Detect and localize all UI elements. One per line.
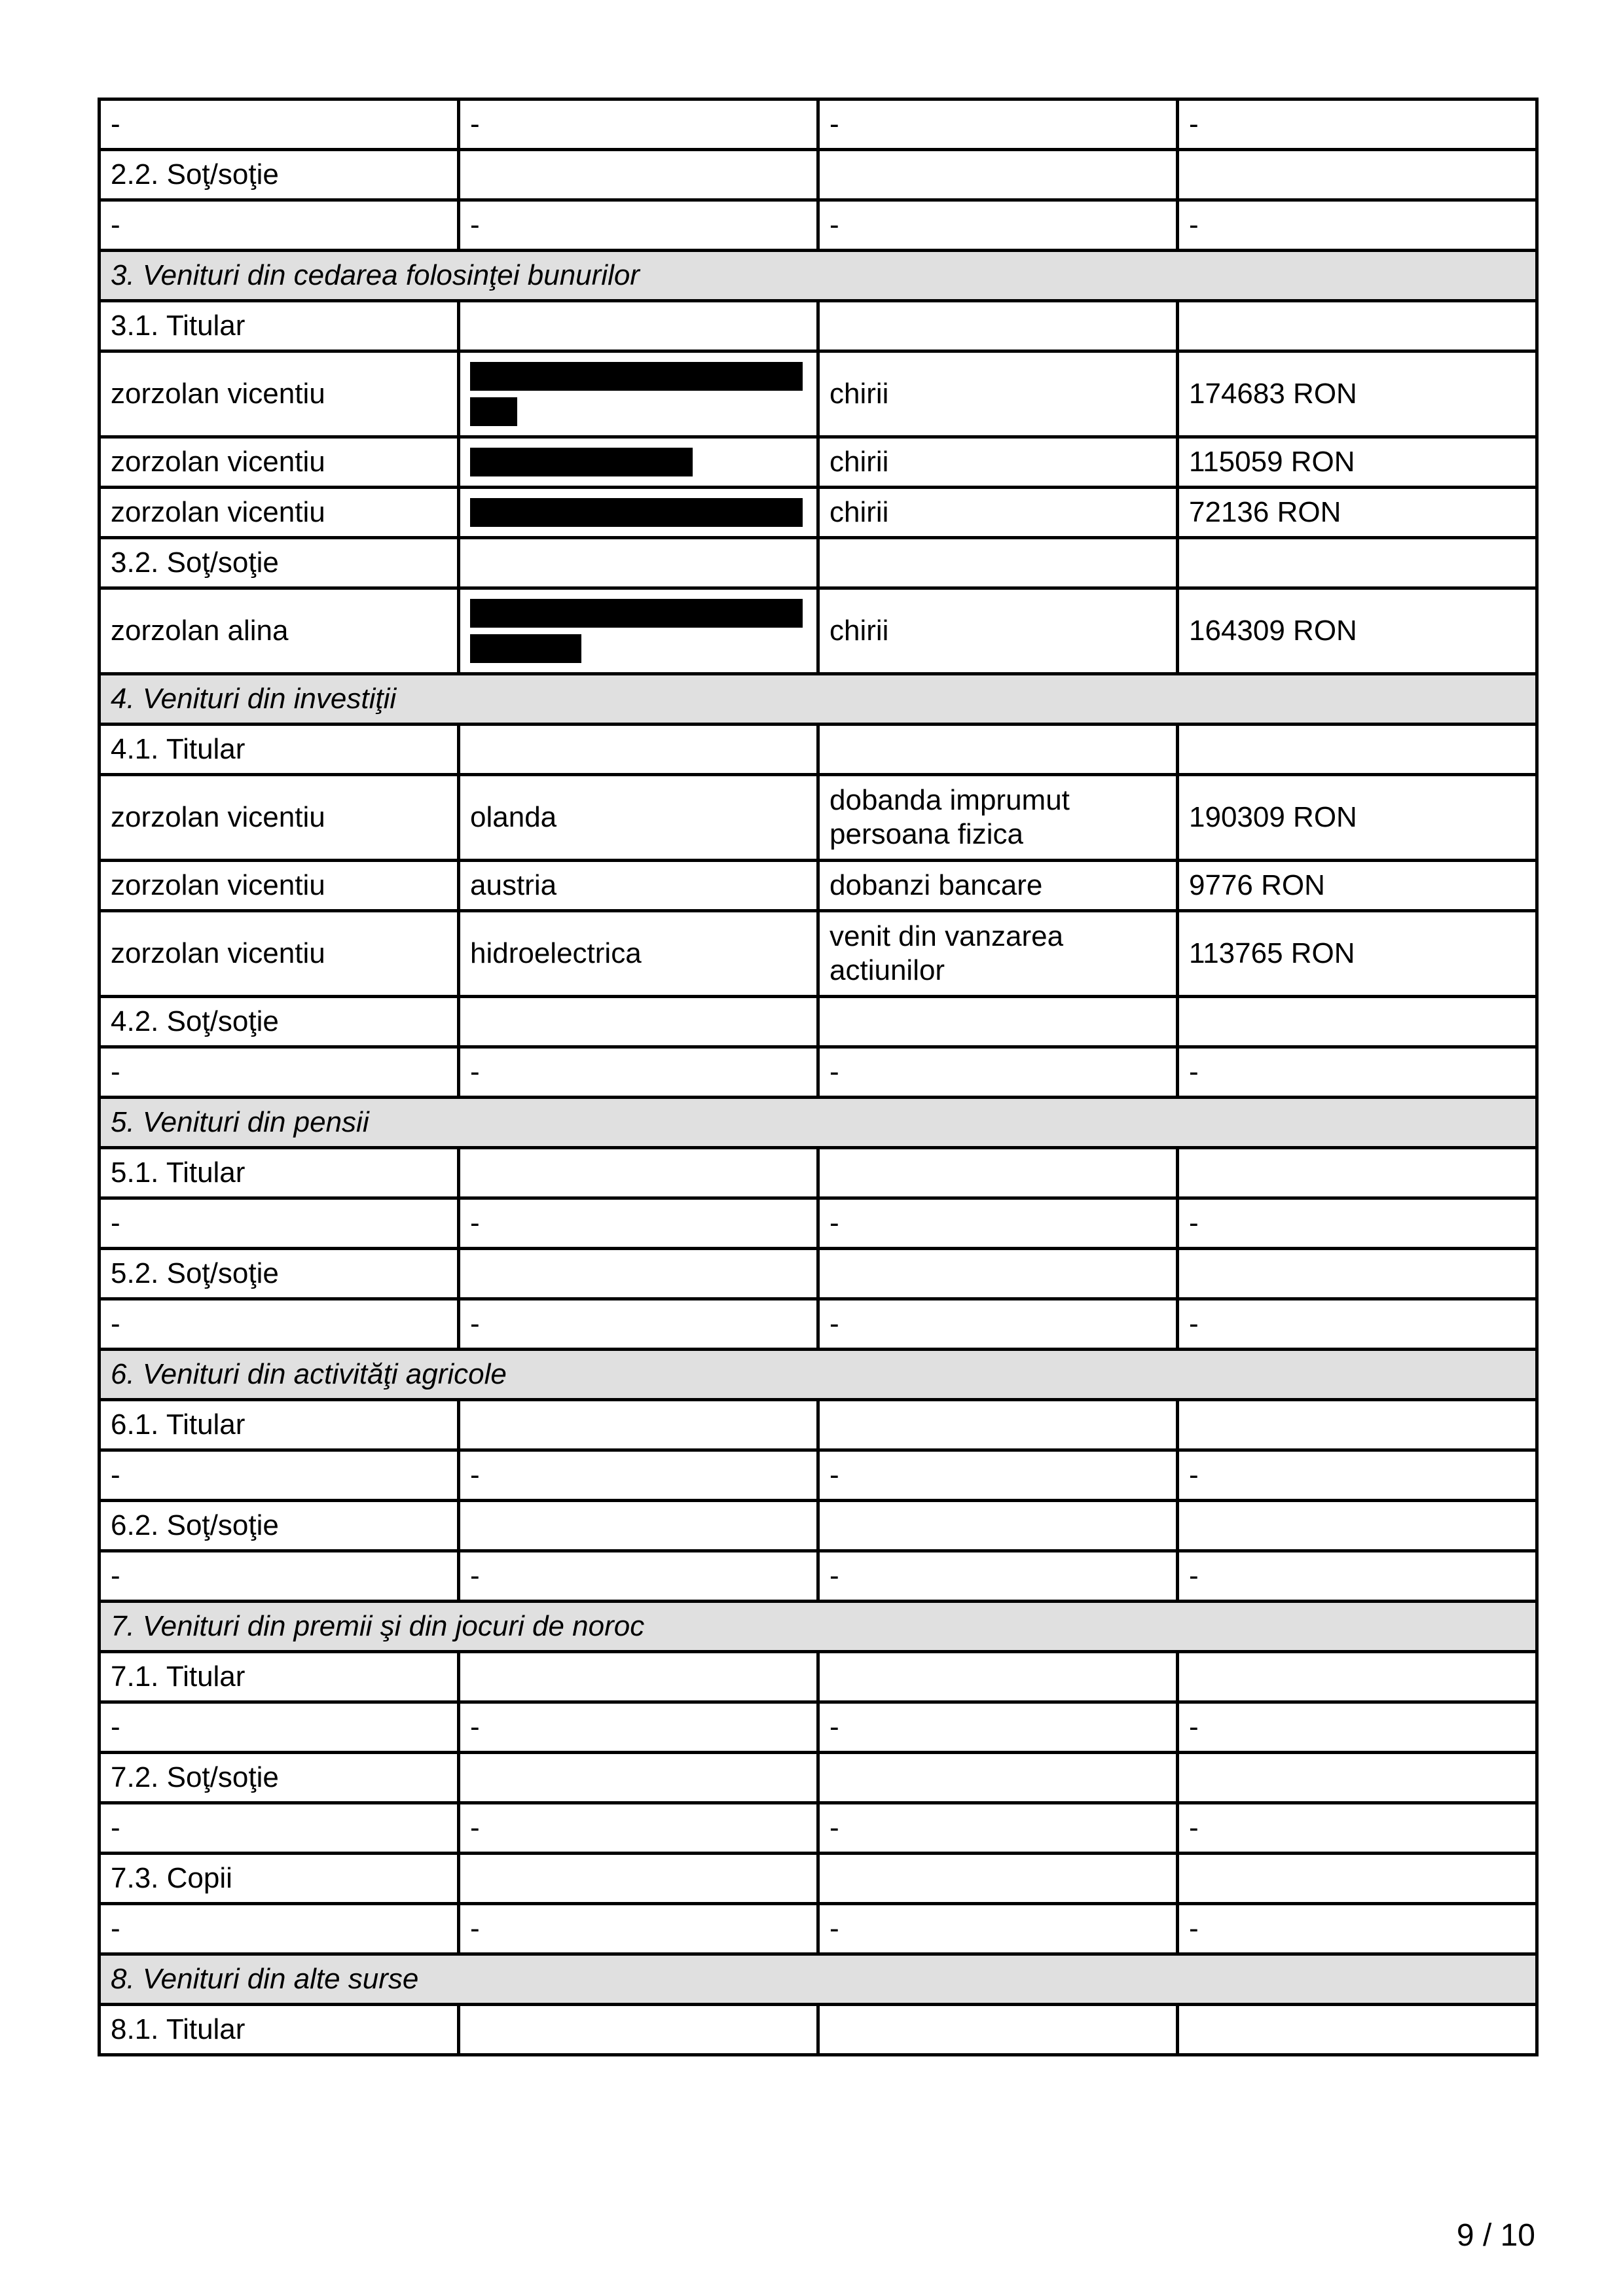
table-row [100,1652,1537,1702]
table-row [100,1148,1537,1198]
subsection-label: 6.2. Soţ/soţie [100,1501,459,1551]
table-cell: - [818,1551,1178,1602]
table-row [100,1803,1537,1854]
subsection-label: 3.1. Titular [100,301,459,351]
subsection-label: 5.1. Titular [100,1148,459,1198]
table-cell [459,1854,818,1904]
table-cell [1178,1148,1537,1198]
table-cell: - [818,99,1178,150]
table-cell: - [459,1551,818,1602]
amount-cell: 190309 RON [1178,775,1537,861]
table-cell [459,1753,818,1803]
redaction-bar [470,362,803,391]
table-row [100,351,1537,437]
table-row [100,99,1537,150]
table-cell [459,1501,818,1551]
table-row [100,1753,1537,1803]
table-row [100,488,1537,538]
beneficiary-cell: zorzolan vicentiu [100,488,459,538]
table-row [100,1501,1537,1551]
section-title: 8. Venituri din alte surse [100,1954,1537,2005]
table-cell: - [1178,99,1537,150]
redacted-source-cell [459,437,818,488]
source-cell: hidroelectrica [459,911,818,997]
table-cell [818,1501,1178,1551]
table-cell [818,1753,1178,1803]
table-row [100,1400,1537,1450]
subsection-label: 7.2. Soţ/soţie [100,1753,459,1803]
subsection-label: 4.1. Titular [100,725,459,775]
amount-cell: 115059 RON [1178,437,1537,488]
table-cell: - [818,1299,1178,1350]
table-cell: - [459,200,818,251]
service-cell: chirii [818,588,1178,674]
table-cell: - [459,99,818,150]
source-cell: austria [459,861,818,911]
beneficiary-cell: zorzolan vicentiu [100,775,459,861]
table-cell: - [459,1702,818,1753]
table-cell: - [459,1450,818,1501]
table-row [100,861,1537,911]
table-cell [459,301,818,351]
table-cell: - [1178,1198,1537,1249]
table-row [100,1551,1537,1602]
table-cell [459,150,818,200]
redaction-bar [470,397,517,426]
subsection-label: 2.2. Soţ/soţie [100,150,459,200]
table-cell: - [100,200,459,251]
table-row [100,911,1537,997]
amount-cell: 174683 RON [1178,351,1537,437]
table-row [100,538,1537,588]
redacted-source-cell [459,351,818,437]
table-cell [459,538,818,588]
redaction-bar [470,498,803,527]
service-cell: chirii [818,351,1178,437]
table-cell: - [1178,1904,1537,1954]
table-cell [818,301,1178,351]
section-title: 5. Venituri din pensii [100,1098,1537,1148]
table-cell [818,2005,1178,2055]
table-cell [818,1652,1178,1702]
table-cell [1178,301,1537,351]
beneficiary-cell: zorzolan vicentiu [100,911,459,997]
table-cell: - [1178,1702,1537,1753]
table-cell [459,725,818,775]
amount-cell: 113765 RON [1178,911,1537,997]
redacted-source-cell [459,488,818,538]
table-cell: - [100,99,459,150]
subsection-label: 3.2. Soţ/soţie [100,538,459,588]
redaction-bar [470,448,693,476]
table-row [100,1249,1537,1299]
table-row [100,1198,1537,1249]
beneficiary-cell: zorzolan vicentiu [100,351,459,437]
table-cell: - [459,1904,818,1954]
table-row [100,775,1537,861]
subsection-label: 4.2. Soţ/soţie [100,997,459,1047]
section-title: 6. Venituri din activităţi agricole [100,1350,1537,1400]
table-cell [459,997,818,1047]
beneficiary-cell: zorzolan alina [100,588,459,674]
table-cell [818,1854,1178,1904]
table-cell: - [100,1904,459,1954]
section-title: 3. Venituri din cedarea folosinţei bunurilor [100,251,1537,301]
table-cell [459,1400,818,1450]
table-row [100,1904,1537,1954]
subsection-label: 7.1. Titular [100,1652,459,1702]
section-header-row [100,674,1537,725]
table-row [100,1854,1537,1904]
beneficiary-cell: zorzolan vicentiu [100,861,459,911]
table-cell [818,538,1178,588]
subsection-label: 6.1. Titular [100,1400,459,1450]
service-cell: chirii [818,488,1178,538]
table-cell: - [459,1299,818,1350]
table-cell [1178,1652,1537,1702]
table-row [100,2005,1537,2055]
table-row [100,1047,1537,1098]
table-cell: - [100,1198,459,1249]
table-row [100,997,1537,1047]
amount-cell: 164309 RON [1178,588,1537,674]
section-header-row [100,251,1537,301]
table-cell [1178,1400,1537,1450]
section-title: 7. Venituri din premii şi din jocuri de noroc [100,1602,1537,1652]
table-cell [1178,538,1537,588]
table-cell [1178,1753,1537,1803]
table-cell: - [818,1450,1178,1501]
table-cell: - [459,1198,818,1249]
table-cell [818,1148,1178,1198]
table-cell [459,2005,818,2055]
subsection-label: 7.3. Copii [100,1854,459,1904]
beneficiary-cell: zorzolan vicentiu [100,437,459,488]
table-cell [818,997,1178,1047]
table-cell [818,150,1178,200]
table-cell [1178,1249,1537,1299]
table-cell: - [818,1198,1178,1249]
service-cell: dobanda imprumut persoana fizica [818,775,1178,861]
table-cell [459,1148,818,1198]
table-cell: - [100,1299,459,1350]
table-row [100,725,1537,775]
table-row [100,588,1537,674]
table-cell: - [1178,1450,1537,1501]
service-cell: dobanzi bancare [818,861,1178,911]
table-row [100,1450,1537,1501]
income-table [98,98,1539,2056]
amount-cell: 9776 RON [1178,861,1537,911]
table-cell: - [100,1047,459,1098]
table-cell [1178,725,1537,775]
table-cell [1178,2005,1537,2055]
section-header-row [100,1098,1537,1148]
table-cell: - [818,1702,1178,1753]
redaction-bar [470,634,581,663]
redaction-block [470,599,807,663]
table-cell: - [100,1702,459,1753]
table-row [100,1299,1537,1350]
table-cell: - [818,1047,1178,1098]
table-cell [1178,997,1537,1047]
table-cell: - [459,1047,818,1098]
table-cell: - [818,1803,1178,1854]
table-cell [1178,1501,1537,1551]
section-title: 4. Venituri din investiţii [100,674,1537,725]
subsection-label: 5.2. Soţ/soţie [100,1249,459,1299]
table-cell: - [1178,1551,1537,1602]
table-cell [818,1249,1178,1299]
amount-cell: 72136 RON [1178,488,1537,538]
table-cell: - [1178,1803,1537,1854]
table-row [100,437,1537,488]
table-cell: - [459,1803,818,1854]
table-row [100,150,1537,200]
table-cell [1178,1854,1537,1904]
redacted-source-cell [459,588,818,674]
section-header-row [100,1954,1537,2005]
redaction-block [470,362,807,426]
table-cell [459,1652,818,1702]
table-cell [818,725,1178,775]
service-cell: venit din vanzarea actiunilor [818,911,1178,997]
section-header-row [100,1350,1537,1400]
table-row [100,200,1537,251]
table-cell: - [818,1904,1178,1954]
table-cell: - [100,1450,459,1501]
table-cell [459,1249,818,1299]
table-cell: - [1178,1047,1537,1098]
table-row [100,301,1537,351]
table-cell: - [1178,200,1537,251]
table-cell: - [100,1803,459,1854]
table-cell [1178,150,1537,200]
service-cell: chirii [818,437,1178,488]
table-cell: - [818,200,1178,251]
table-row [100,1702,1537,1753]
redaction-bar [470,599,803,628]
table-cell: - [1178,1299,1537,1350]
section-header-row [100,1602,1537,1652]
table-cell: - [100,1551,459,1602]
source-cell: olanda [459,775,818,861]
table-cell [818,1400,1178,1450]
page-number: 9 / 10 [1456,2218,1535,2253]
subsection-label: 8.1. Titular [100,2005,459,2055]
